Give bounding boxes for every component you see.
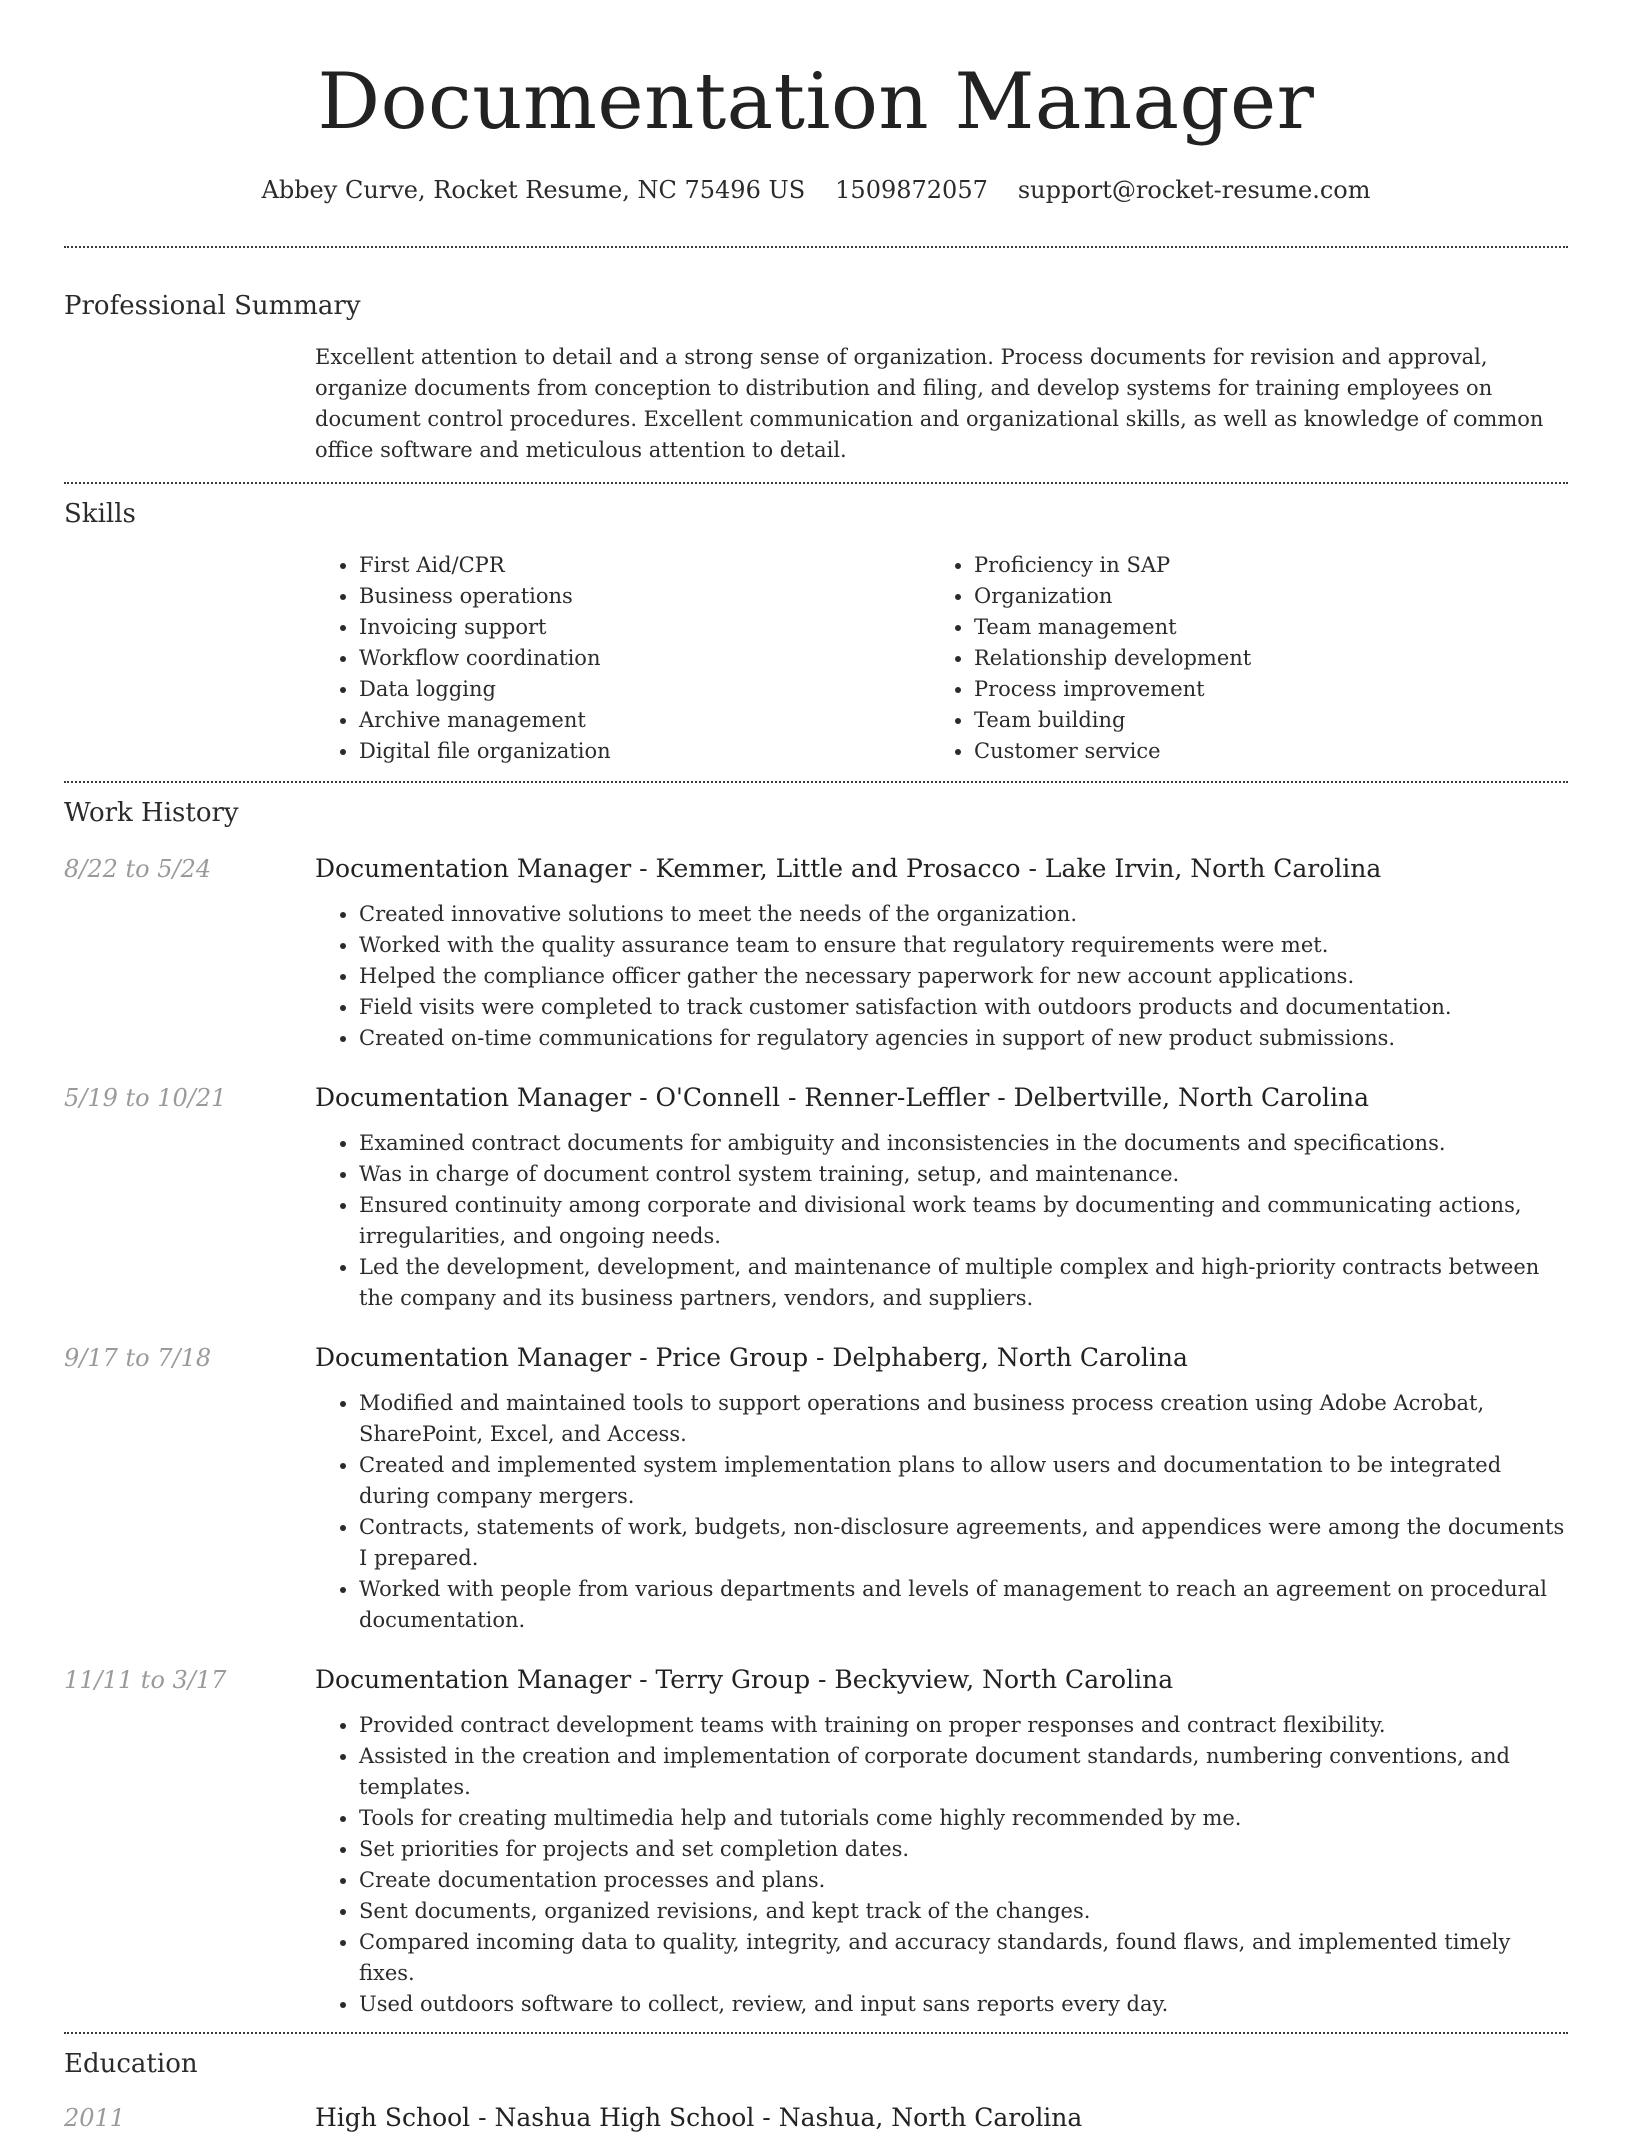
job-bullet: • Field visits were completed to track customer satisfaction with outdoors products and documentation.	[359, 992, 1568, 1023]
job-body	[315, 1662, 1568, 2020]
job-dates: 11/11 to 3/17	[64, 1666, 227, 1694]
job-dates: 9/17 to 7/18	[64, 1344, 212, 1372]
skill-item: • Data logging	[359, 674, 930, 705]
job-title: Documentation Manager - Kemmer, Little and Prosacco - Lake Irvin, North Carolina	[315, 854, 1382, 883]
job-title: Documentation Manager - O'Connell - Renner-Leffler - Delbertville, North Carolina	[315, 1083, 1370, 1112]
contact-line	[64, 174, 1568, 206]
skill-item: • Process improvement	[974, 674, 1545, 705]
skill-item: • First Aid/CPR	[359, 550, 930, 581]
skill-item: • Relationship development	[974, 643, 1545, 674]
contact-phone: 1509872057	[835, 176, 988, 204]
job-bullet: • Contracts, statements of work, budgets, non-disclosure agreements, and appendices were among the documents I prepared.	[359, 1512, 1568, 1574]
education-section	[64, 2046, 1568, 2136]
divider	[64, 781, 1568, 783]
section-title-skills: Skills	[64, 499, 136, 529]
skills-section	[64, 496, 1568, 767]
summary-section	[64, 288, 1568, 466]
job-bullets	[315, 1128, 1568, 1314]
job-bullet: • Helped the compliance officer gather the necessary paperwork for new account applications.	[359, 961, 1568, 992]
resume-name: Documentation Manager	[317, 57, 1315, 147]
job-bullet: • Tools for creating multimedia help and tutorials come highly recommended by me.	[359, 1803, 1568, 1834]
contact-address: Abbey Curve, Rocket Resume, NC 75496 US	[261, 176, 806, 204]
divider	[64, 2032, 1568, 2034]
job-title: Documentation Manager - Terry Group - Beckyview, North Carolina	[315, 1665, 1174, 1694]
job-bullets	[315, 1710, 1568, 2020]
skill-item: • Digital file organization	[359, 736, 930, 767]
job-bullet: • Sent documents, organized revisions, and kept track of the changes.	[359, 1896, 1568, 1927]
skill-item: • Invoicing support	[359, 612, 930, 643]
job-bullet: • Create documentation processes and plans.	[359, 1865, 1568, 1896]
contact-email[interactable]: support@rocket-resume.com	[1017, 176, 1371, 204]
skills-list-left	[315, 550, 930, 767]
job-bullet: • Set priorities for projects and set completion dates.	[359, 1834, 1568, 1865]
job-bullet: • Led the development, development, and maintenance of multiple complex and high-priority contracts between the company and its business partners, vendors, and suppliers.	[359, 1252, 1568, 1314]
summary-text: Excellent attention to detail and a strong sense of organization. Process documents for revision and approval, organize documents from conception to distribution and filing, and develop systems for training employees on document control procedures. Excellent communication and organizational skills, as well as knowledge of common office software and meticulous attention to detail.	[315, 345, 1544, 462]
job-title: Documentation Manager - Price Group - Delphaberg, North Carolina	[315, 1343, 1188, 1372]
job-entry	[64, 1080, 1568, 1314]
job-entry	[64, 851, 1568, 1054]
job-bullets	[315, 899, 1568, 1054]
skill-item: • Archive management	[359, 705, 930, 736]
job-bullet: • Modified and maintained tools to support operations and business process creation using Adobe Acrobat, SharePoint, Excel, and Access.	[359, 1388, 1568, 1450]
job-bullet: • Was in charge of document control system training, setup, and maintenance.	[359, 1159, 1568, 1190]
skill-item: • Workflow coordination	[359, 643, 930, 674]
education-title: High School - Nashua High School - Nashua, North Carolina	[315, 2103, 1083, 2132]
job-entry	[64, 1340, 1568, 1636]
section-title-summary: Professional Summary	[64, 291, 361, 321]
job-bullet: • Provided contract development teams with training on proper responses and contract flexibility.	[359, 1710, 1568, 1741]
job-bullet: • Examined contract documents for ambiguity and inconsistencies in the documents and specifications.	[359, 1128, 1568, 1159]
job-body	[315, 851, 1568, 1054]
job-body	[315, 1340, 1568, 1636]
job-dates: 8/22 to 5/24	[64, 855, 212, 883]
job-bullet: • Used outdoors software to collect, review, and input sans reports every day.	[359, 1989, 1568, 2020]
divider	[64, 246, 1568, 248]
education-entry	[64, 2100, 1568, 2136]
skill-item: • Customer service	[974, 736, 1545, 767]
job-bullet: • Worked with people from various departments and levels of management to reach an agreement on procedural documentation.	[359, 1574, 1568, 1636]
section-title-work: Work History	[64, 798, 239, 828]
skill-item: • Organization	[974, 581, 1545, 612]
skill-item: • Team building	[974, 705, 1545, 736]
job-dates: 5/19 to 10/21	[64, 1084, 227, 1112]
job-bullet: • Created and implemented system implementation plans to allow users and documentation to be integrated during company mergers.	[359, 1450, 1568, 1512]
job-bullets	[315, 1388, 1568, 1636]
divider	[64, 482, 1568, 484]
job-bullet: • Assisted in the creation and implementation of corporate document standards, numbering conventions, and templates.	[359, 1741, 1568, 1803]
skills-list-right	[930, 550, 1545, 767]
skills-grid	[315, 550, 1568, 767]
job-bullet: • Compared incoming data to quality, integrity, and accuracy standards, found flaws, and implemented timely fixes.	[359, 1927, 1568, 1989]
job-bullet: • Created innovative solutions to meet the needs of the organization.	[359, 899, 1568, 930]
job-body	[315, 1080, 1568, 1314]
section-title-education: Education	[64, 2049, 198, 2079]
education-date: 2011	[64, 2104, 126, 2132]
work-history-section	[64, 795, 1568, 2032]
skill-item: • Team management	[974, 612, 1545, 643]
skill-item: • Business operations	[359, 581, 930, 612]
skill-item: • Proficiency in SAP	[974, 550, 1545, 581]
job-bullet: • Worked with the quality assurance team to ensure that regulatory requirements were met.	[359, 930, 1568, 961]
job-bullet: • Ensured continuity among corporate and divisional work teams by documenting and communicating actions, irregularities, and ongoing needs.	[359, 1190, 1568, 1252]
job-entry	[64, 1662, 1568, 2020]
job-bullet: • Created on-time communications for regulatory agencies in support of new product submissions.	[359, 1023, 1568, 1054]
